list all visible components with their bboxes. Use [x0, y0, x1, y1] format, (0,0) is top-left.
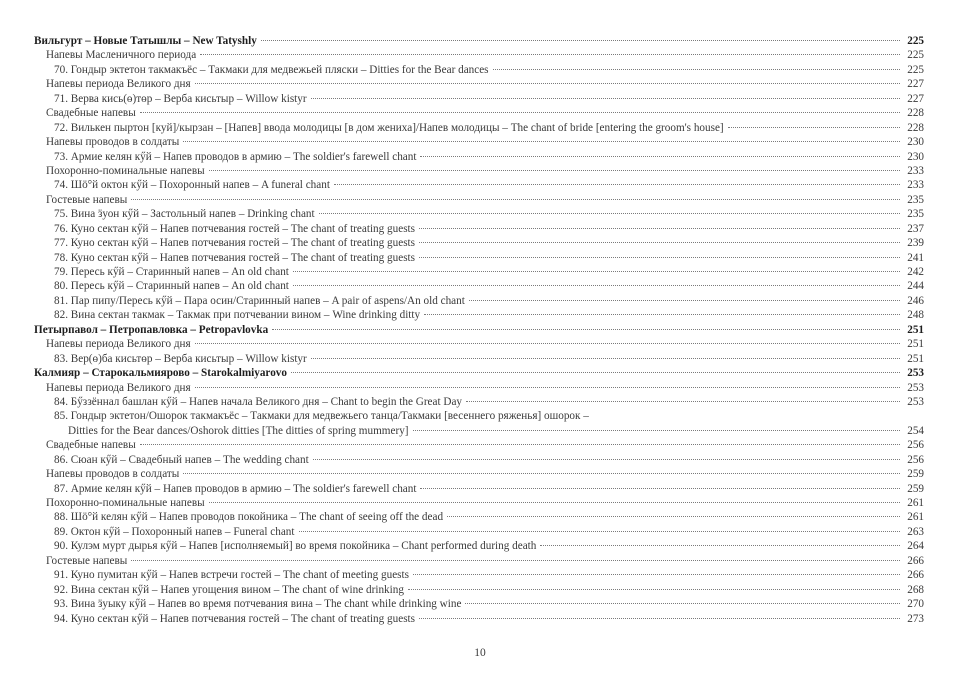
dot-leader	[183, 141, 900, 142]
toc-entry-page: 239	[907, 237, 924, 250]
toc-entry-cat	[34, 193, 924, 207]
toc-entry-cat	[34, 135, 924, 149]
toc-entry-title: 86. Сюан кӳй – Свадебный напев – The wedding chant	[54, 453, 309, 466]
toc-entry-page: 235	[907, 193, 924, 206]
toc-entry-item	[34, 510, 924, 524]
dot-leader	[299, 531, 900, 532]
toc-entry-page: 244	[907, 280, 924, 293]
toc-entry-item-start	[34, 409, 924, 423]
toc-entry-item	[34, 294, 924, 308]
toc-entry-item	[34, 453, 924, 467]
dot-leader	[140, 444, 900, 445]
toc-entry-page: 225	[907, 49, 924, 62]
toc-entry-title: Свадебные напевы	[46, 439, 136, 452]
toc-entry-title: Напевы периода Великого дня	[46, 338, 191, 351]
toc-entry-page: 264	[907, 540, 924, 553]
toc-entry-item	[34, 121, 924, 135]
toc-entry-title: 91. Куно пумитан кӳй – Напев встречи гостей – The chant of meeting guests	[54, 569, 409, 582]
toc-entry-item	[34, 222, 924, 236]
dot-leader	[293, 271, 900, 272]
toc-entry-page: 266	[907, 554, 924, 567]
toc-entry-page: 263	[907, 525, 924, 538]
dot-leader	[311, 98, 900, 99]
toc-entry-page: 248	[907, 309, 924, 322]
toc-entry-title: Напевы проводов в солдаты	[46, 136, 180, 149]
toc-entry-page: 270	[907, 598, 924, 611]
dot-leader	[131, 199, 900, 200]
toc-entry-page: 230	[907, 136, 924, 149]
dot-leader	[313, 459, 900, 460]
toc-entry-item	[34, 482, 924, 496]
toc-entry-cat	[34, 106, 924, 120]
toc-entry-title: 76. Куно сектан кӳй – Напев потчевания гостей – The chant of treating guests	[54, 222, 416, 235]
toc-entry-title: 84. Бӳззённал башлан кӳй – Напев начала Великого дня – Chant to begin the Great Day	[54, 395, 463, 408]
toc-entry-page: 251	[907, 338, 924, 351]
toc-entry-item	[34, 265, 924, 279]
toc-entry-page: 256	[907, 439, 924, 452]
toc-entry-title: Напевы Масленичного периода	[46, 49, 197, 62]
toc-entry-page: 273	[907, 612, 924, 625]
dot-leader	[420, 156, 900, 157]
toc-entry-item	[34, 207, 924, 221]
toc-entry-title: Ditties for the Bear dances/Oshorok ditties [The ditties of spring mummery]	[68, 424, 409, 437]
toc-entry-page: 233	[907, 164, 924, 177]
dot-leader	[413, 430, 900, 431]
dot-leader	[195, 83, 900, 84]
toc-entry-page: 225	[907, 63, 924, 76]
dot-leader	[465, 603, 900, 604]
dot-leader	[424, 314, 900, 315]
toc-entry-page: 242	[907, 266, 924, 278]
toc-entry-item	[34, 279, 924, 293]
toc-entry-title: 93. Вина ӟуыку кӳй – Напев во время потчевания вина – The chant while drinking wine	[54, 598, 462, 611]
toc-entry-item	[34, 612, 924, 626]
toc-entry-title: Калмияр – Старокальмиярово – Starokalmiyarovo	[34, 367, 287, 380]
dot-leader	[209, 502, 900, 503]
toc-entry-title: 82. Вина сектан такмак – Такмак при потчевании вином – Wine drinking ditty	[54, 309, 421, 322]
toc-entry-item	[34, 525, 924, 539]
dot-leader	[469, 300, 900, 301]
dot-leader	[419, 257, 900, 258]
toc-entry-page: 256	[907, 453, 924, 466]
toc-entry-page: 254	[907, 424, 924, 437]
dot-leader	[261, 40, 900, 41]
toc-entry-title: Напевы периода Великого дня	[46, 381, 191, 394]
toc-entry-item	[34, 568, 924, 582]
toc-entry-page: 227	[907, 78, 924, 91]
toc-entry-item	[34, 92, 924, 106]
toc-entry-page: 253	[907, 367, 924, 380]
toc-entry-item	[34, 236, 924, 250]
toc-entry-page: 241	[907, 251, 924, 264]
toc-entry-title: 78. Куно сектан кӳй – Напев потчевания гостей – The chant of treating guests	[54, 251, 416, 264]
toc-entry-title: 77. Куно сектан кӳй – Напев потчевания гостей – The chant of treating guests	[54, 237, 416, 250]
toc-entry-title: 87. Армие келян кӳй – Напев проводов в армию – The soldier's farewell chant	[54, 482, 417, 495]
toc-entry-item	[34, 63, 924, 77]
dot-leader	[420, 488, 900, 489]
toc-entry-title: 85. Гондыр эктетон/Ошорок такмакъёс – Такмаки для медвежьего танца/Такмаки [весеннего ряженья] ошорок –	[54, 410, 589, 423]
dot-leader	[408, 589, 900, 590]
toc-entry-title: Петырпавол – Петропавловка – Petropavlovka	[34, 323, 269, 336]
toc-entry-cat	[34, 496, 924, 510]
toc-entry-title: 89. Октон кӳй – Похоронный напев – Funeral chant	[54, 525, 295, 538]
toc-entry-page: 268	[907, 583, 924, 596]
toc-entry-title: 71. Верва кись(ө)төр – Верба кисьтыр – Willow kistyr	[54, 92, 307, 105]
dot-leader	[493, 69, 900, 70]
toc-entry-page: 233	[907, 179, 924, 192]
toc-entry-page: 230	[907, 150, 924, 163]
toc-entry-page: 259	[907, 468, 924, 481]
toc-entry-title: Вильгурт – Новые Татышлы – New Tatyshly	[34, 35, 257, 47]
toc-entry-title: Напевы периода Великого дня	[46, 78, 191, 91]
dot-leader	[413, 574, 900, 575]
toc-entry-section	[34, 323, 924, 337]
toc-entry-page: 228	[907, 121, 924, 134]
toc-entry-page: 227	[907, 92, 924, 105]
toc-entry-item	[34, 539, 924, 553]
toc-entry-item	[34, 352, 924, 366]
dot-leader	[447, 516, 900, 517]
toc-entry-cat	[34, 164, 924, 178]
dot-leader	[466, 401, 900, 402]
toc-entry-page: 261	[907, 511, 924, 524]
toc-entry-title: Похоронно-поминальные напевы	[46, 497, 205, 509]
toc-entry-page: 237	[907, 222, 924, 235]
dot-leader	[419, 228, 900, 229]
dot-leader	[195, 387, 900, 388]
toc-entry-page: 266	[907, 569, 924, 582]
toc-entry-section	[34, 366, 924, 380]
toc-entry-title: 83. Вер(ө)ба кисьтөр – Верба кисьтыр – Willow kistyr	[54, 352, 307, 365]
dot-leader	[419, 618, 900, 619]
toc-entry-cat	[34, 381, 924, 395]
dot-leader	[293, 285, 900, 286]
toc-entry-cat	[34, 554, 924, 568]
toc-entry-page: 259	[907, 482, 924, 495]
toc-entry-item	[34, 178, 924, 192]
toc-entry-cat	[34, 48, 924, 62]
table-of-contents	[34, 34, 924, 626]
dot-leader	[540, 545, 900, 546]
toc-entry-title: 90. Кулэм мурт дырья кӳй – Напев [исполняемый] во время покойника – Chant performed during death	[54, 540, 537, 553]
toc-entry-page: 251	[907, 323, 924, 336]
toc-entry-page: 251	[907, 352, 924, 365]
dot-leader	[140, 112, 900, 113]
toc-entry-title: Свадебные напевы	[46, 107, 136, 120]
toc-entry-title: 92. Вина сектан кӳй – Напев угощения вином – The chant of wine drinking	[54, 583, 404, 596]
dot-leader	[311, 358, 900, 359]
toc-entry-title: Гостевые напевы	[46, 554, 128, 567]
toc-entry-page: 253	[907, 395, 924, 408]
toc-entry-title: Напевы проводов в солдаты	[46, 468, 180, 481]
toc-entry-page: 235	[907, 208, 924, 221]
toc-entry-item	[34, 150, 924, 164]
toc-entry-title: 88. Шӧ°й келян кӳй – Напев проводов покойника – The chant of seeing off the dead	[54, 511, 444, 524]
toc-entry-title: Гостевые напевы	[46, 193, 128, 206]
dot-leader	[419, 242, 900, 243]
toc-entry-item	[34, 251, 924, 265]
toc-entry-item	[34, 395, 924, 409]
dot-leader	[319, 213, 900, 214]
toc-entry-title: 94. Куно сектан кӳй – Напев потчевания гостей – The chant of treating guests	[54, 612, 416, 625]
toc-entry-page: 228	[907, 107, 924, 120]
toc-entry-title: 73. Армие келян кӳй – Напев проводов в армию – The soldier's farewell chant	[54, 150, 417, 163]
dot-leader	[728, 127, 900, 128]
dot-leader	[131, 560, 900, 561]
toc-entry-title: 81. Пар пипу/Пересь кӳй – Пара осин/Старинный напев – A pair of aspens/An old chant	[54, 294, 465, 307]
toc-entry-cat	[34, 438, 924, 452]
toc-entry-section	[34, 34, 924, 48]
toc-entry-page: 261	[907, 497, 924, 509]
toc-entry-page: 225	[907, 35, 924, 47]
toc-entry-cat	[34, 77, 924, 91]
page-number: 10	[474, 647, 486, 659]
toc-entry-title: 75. Вина ӟуон кӳй – Застольный напев – Drinking chant	[54, 208, 315, 221]
toc-entry-page: 246	[907, 294, 924, 307]
dot-leader	[195, 343, 900, 344]
toc-entry-title: 74. Шӧ°й октон кӳй – Похоронный напев – A funeral chant	[54, 179, 330, 192]
dot-leader	[183, 473, 900, 474]
toc-entry-cat	[34, 467, 924, 481]
toc-entry-page: 253	[907, 381, 924, 394]
toc-entry-title: 72. Вилькен пыртон [куй]/кырзан – [Напев] ввода молодицы [в дом жениха]/Напев молодицы – The chant of bride [entering the groom's house]	[54, 121, 724, 134]
toc-entry-title: Похоронно-поминальные напевы	[46, 164, 205, 177]
toc-entry-item	[34, 583, 924, 597]
dot-leader	[334, 184, 900, 185]
toc-entry-title: 79. Пересь кӳй – Старинный напев – An old chant	[54, 266, 289, 278]
toc-entry-title: 80. Пересь кӳй – Старинный напев – An old chant	[54, 280, 289, 293]
toc-entry-item	[34, 308, 924, 322]
toc-entry-title: 70. Гондыр эктетон такмакъёс – Такмаки для медвежьей пляски – Ditties for the Bear dances	[54, 63, 489, 76]
dot-leader	[209, 170, 900, 171]
toc-entry-item	[34, 597, 924, 611]
dot-leader	[291, 372, 900, 373]
toc-entry-cat	[34, 337, 924, 351]
dot-leader	[272, 329, 900, 330]
dot-leader	[200, 54, 900, 55]
toc-entry-cont	[34, 424, 924, 438]
